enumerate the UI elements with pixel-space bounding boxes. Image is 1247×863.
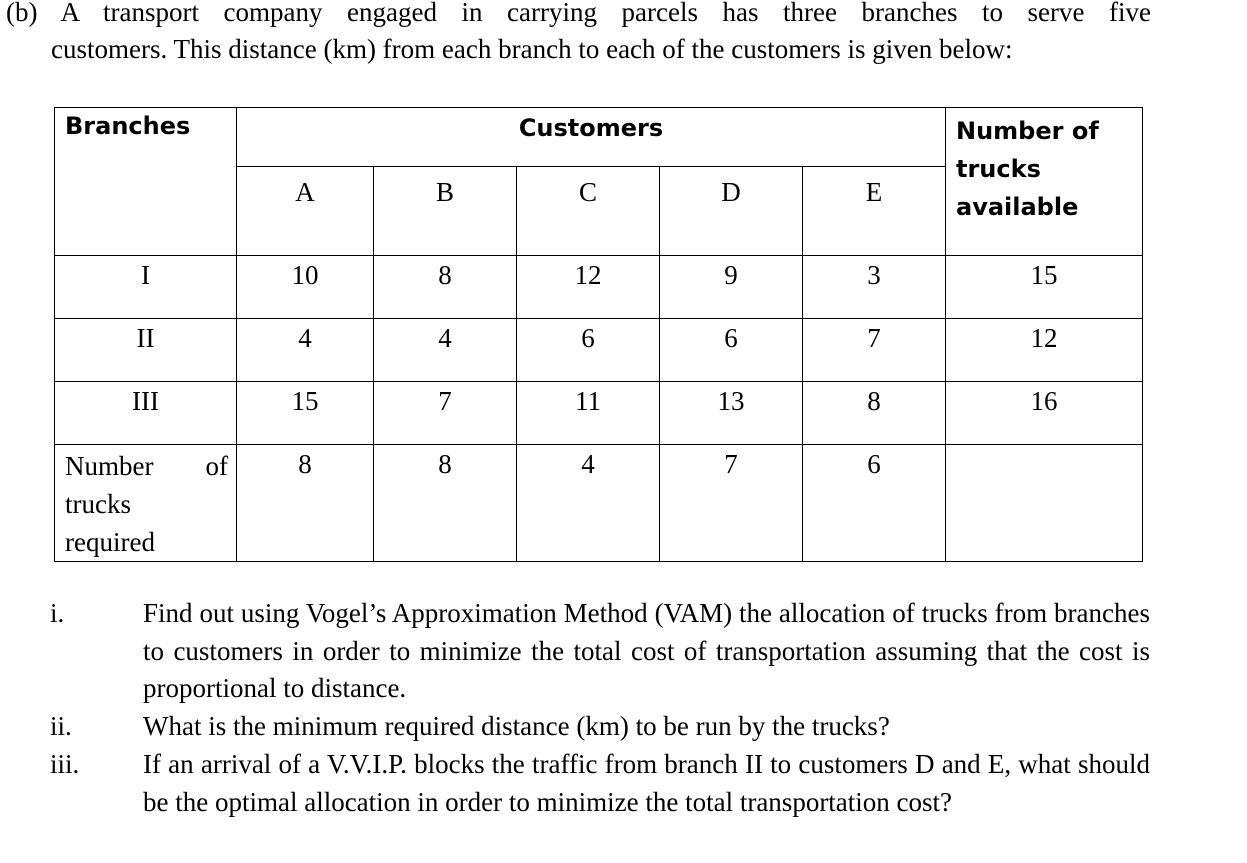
distance-cell: 11 bbox=[517, 382, 660, 445]
required-cell: 7 bbox=[660, 445, 803, 562]
distance-cell: 4 bbox=[237, 319, 374, 382]
question-list bbox=[0, 595, 1247, 821]
distance-cell: 9 bbox=[660, 256, 803, 319]
trucks-available-cell: 15 bbox=[946, 256, 1143, 319]
question-number: ii. bbox=[50, 711, 72, 742]
required-total-cell bbox=[946, 445, 1143, 562]
required-cell: 8 bbox=[237, 445, 374, 562]
question-item bbox=[0, 746, 1150, 821]
distance-cell: 6 bbox=[660, 319, 803, 382]
required-label-line-3: required bbox=[65, 527, 155, 557]
distance-cell: 13 bbox=[660, 382, 803, 445]
branch-label: II bbox=[55, 319, 237, 382]
customer-header: A bbox=[237, 167, 374, 256]
question-number: iii. bbox=[50, 748, 80, 779]
intro-line-1: (b) A transport company engaged in carrying parcels has three branches to serve five bbox=[6, 0, 1151, 27]
required-label-line-1 bbox=[65, 447, 228, 485]
required-cell: 4 bbox=[517, 445, 660, 562]
distance-cell: 15 bbox=[237, 382, 374, 445]
header-available-line-3: available bbox=[956, 193, 1079, 221]
table-row bbox=[55, 319, 1143, 382]
distance-cell: 3 bbox=[803, 256, 946, 319]
table-header-row bbox=[55, 108, 1143, 167]
distance-cell: 6 bbox=[517, 319, 660, 382]
required-label-word-1: Number bbox=[65, 451, 154, 481]
trucks-available-cell: 12 bbox=[946, 319, 1143, 382]
customer-header: E bbox=[803, 167, 946, 256]
customer-header: C bbox=[517, 167, 660, 256]
question-text: If an arrival of a V.V.I.P. blocks the traffic from branch II to customers D and E, what should be the optimal allocation in order to minimize the total transportation cost? bbox=[143, 748, 1150, 817]
header-customers: Customers bbox=[237, 108, 946, 167]
table-required-row bbox=[55, 445, 1143, 562]
distance-cell: 4 bbox=[374, 319, 517, 382]
distance-cell: 7 bbox=[803, 319, 946, 382]
distance-cell: 12 bbox=[517, 256, 660, 319]
question-text: What is the minimum required distance (km) to be run by the trucks? bbox=[143, 711, 890, 742]
header-trucks-available bbox=[946, 108, 1143, 256]
required-label-line-2: trucks bbox=[65, 489, 131, 519]
required-cell: 6 bbox=[803, 445, 946, 562]
customer-header: D bbox=[660, 167, 803, 256]
question-text: Find out using Vogel’s Approximation Method (VAM) the allocation of trucks from branches to customers in order to minimize the total cost of transportation assuming that the cost is proportional to distance. bbox=[143, 598, 1150, 704]
header-available-line-1: Number of bbox=[956, 117, 1099, 145]
branch-label: I bbox=[55, 256, 237, 319]
distance-cell: 8 bbox=[803, 382, 946, 445]
question-number: i. bbox=[50, 598, 65, 628]
distance-table bbox=[54, 107, 1143, 562]
distance-cell: 8 bbox=[374, 256, 517, 319]
question-item bbox=[0, 595, 1150, 708]
header-branches: Branches bbox=[55, 108, 237, 256]
distance-cell: 7 bbox=[374, 382, 517, 445]
required-cell: 8 bbox=[374, 445, 517, 562]
branch-label: III bbox=[55, 382, 237, 445]
customer-header: B bbox=[374, 167, 517, 256]
question-item bbox=[0, 708, 1150, 746]
required-label-word-2: of bbox=[205, 451, 228, 481]
intro-line-2: customers. This distance (km) from each branch to each of the customers is given below: bbox=[51, 34, 1013, 64]
header-available-line-2: trucks bbox=[956, 155, 1041, 183]
required-label bbox=[55, 445, 237, 562]
intro-paragraph bbox=[6, 0, 1151, 68]
trucks-available-cell: 16 bbox=[946, 382, 1143, 445]
table-row bbox=[55, 256, 1143, 319]
distance-cell: 10 bbox=[237, 256, 374, 319]
table-row bbox=[55, 382, 1143, 445]
